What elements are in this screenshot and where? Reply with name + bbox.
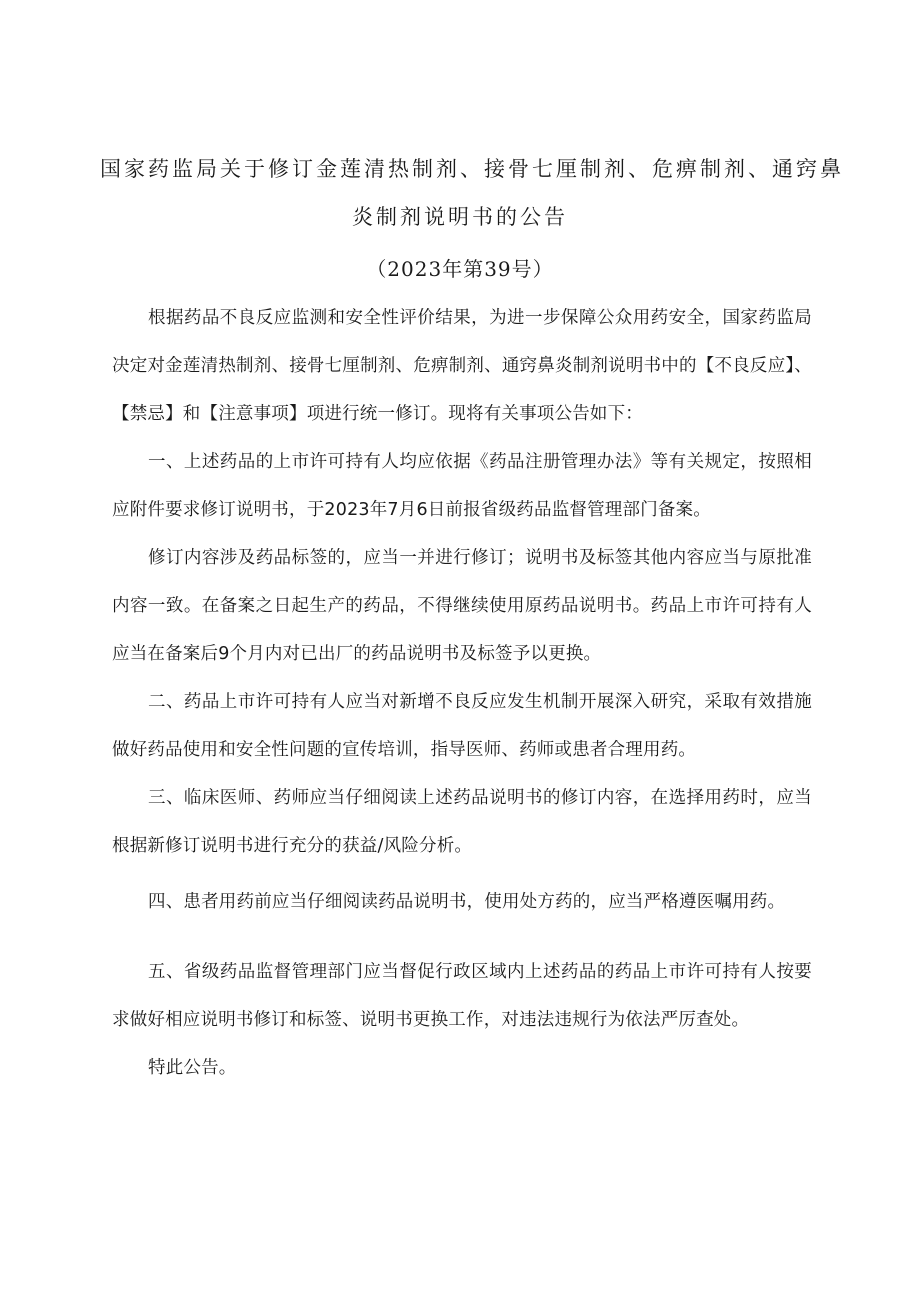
paragraph-item-1-continued: 修订内容涉及药品标签的，应当一并进行修订；说明书及标签其他内容应当与原批准内容一致。在备案之日起生产的药品，不得继续使用原药品说明书。药品上市许可持有人应当在备案后9个月内对已出厂的药品说明书及标签予以更换。: [112, 548, 812, 664]
paragraph-item-4: 四、患者用药前应当仔细阅读药品说明书，使用处方药的，应当严格遵医嘱用药。: [148, 892, 786, 912]
document-number: （2023年第39号）: [366, 257, 554, 281]
document-title-line-2: 炎制剂说明书的公告: [352, 205, 568, 229]
paragraph-item-5: 五、省级药品监督管理部门应当督促行政区域内上述药品的药品上市许可持有人按要求做好相应说明书修订和标签、说明书更换工作，对违法违规行为依法严厉查处。: [112, 962, 812, 1030]
paragraph-closing: 特此公告。: [148, 1058, 237, 1078]
document-title-line-1: 国家药监局关于修订金莲清热制剂、接骨七厘制剂、危痹制剂、通窍鼻: [100, 157, 844, 181]
paragraph-item-1: 一、上述药品的上市许可持有人均应依据《药品注册管理办法》等有关规定，按照相应附件要求修订说明书，于2023年7月6日前报省级药品监督管理部门备案。: [112, 452, 812, 520]
paragraph-item-3: 三、临床医师、药师应当仔细阅读上述药品说明书的修订内容，在选择用药时，应当根据新修订说明书进行充分的获益/风险分析。: [112, 788, 812, 856]
paragraph-intro: 根据药品不良反应监测和安全性评价结果，为进一步保障公众用药安全，国家药监局决定对金莲清热制剂、接骨七厘制剂、危痹制剂、通窍鼻炎制剂说明书中的【不良反应】、【禁忌】和【注意事项】项进行统一修订。现将有关事项公告如下：: [112, 308, 812, 424]
paragraph-item-2: 二、药品上市许可持有人应当对新增不良反应发生机制开展深入研究，采取有效措施做好药品使用和安全性问题的宣传培训，指导医师、药师或患者合理用药。: [112, 692, 812, 760]
